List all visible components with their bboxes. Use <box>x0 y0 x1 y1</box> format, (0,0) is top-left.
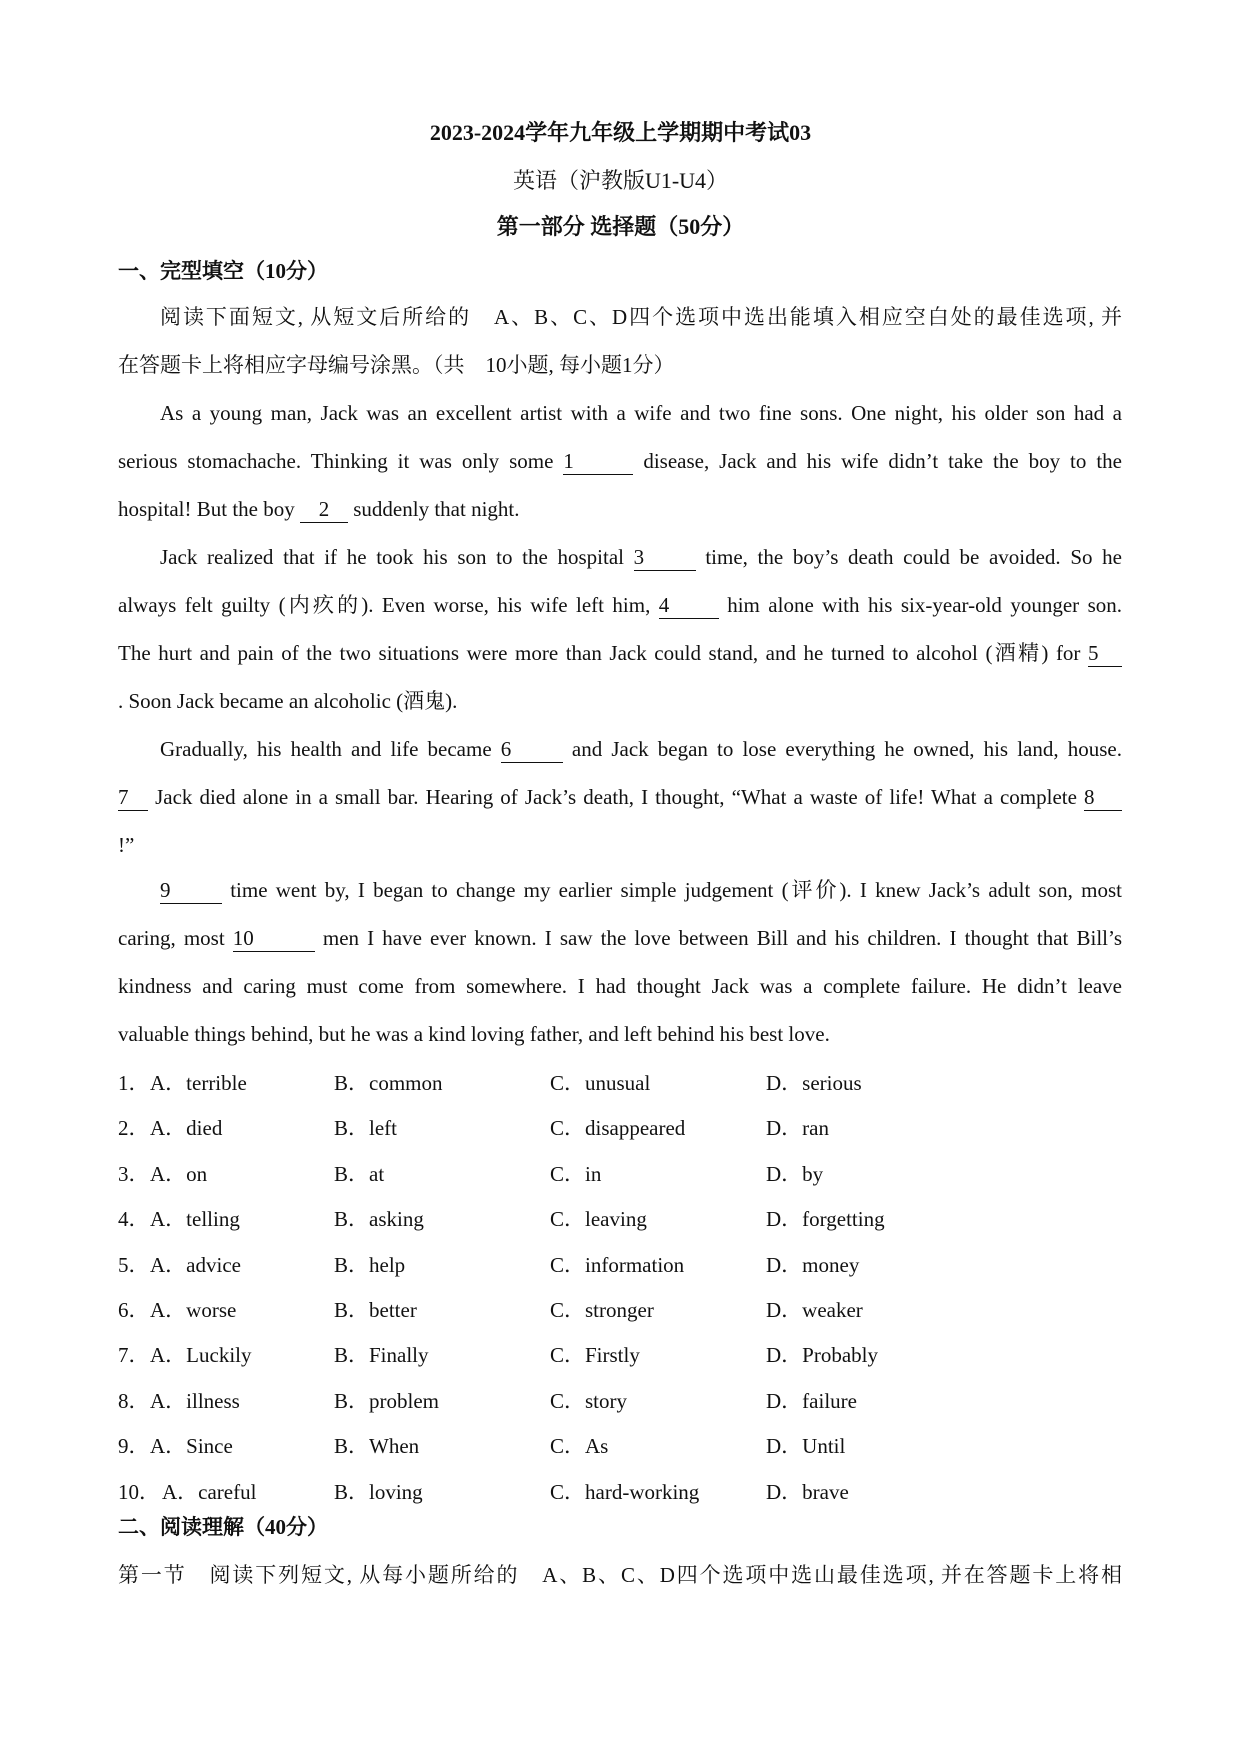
question-number: 4． <box>118 1207 150 1232</box>
option-d[interactable]: D．forgetting <box>766 1207 885 1232</box>
blank-10: 10 <box>233 925 315 952</box>
option-d[interactable]: D．brave <box>766 1479 849 1504</box>
section2-heading: 二、阅读理解（40分） <box>118 1515 328 1539</box>
option-c[interactable]: C．hard-working <box>550 1479 700 1504</box>
question-number: 3． <box>118 1161 150 1186</box>
question-number: 10． <box>118 1479 160 1504</box>
passage-text: men I have ever known. I saw the love between Bill and his children. I thought that Bill’s <box>314 926 1123 950</box>
passage-line <box>118 586 1122 634</box>
blank-2: 2 <box>300 496 348 523</box>
options-list <box>118 1065 1122 1519</box>
passage-line <box>118 730 1122 778</box>
option-a[interactable]: A．careful <box>162 1479 257 1504</box>
option-a[interactable]: A．advice <box>150 1252 241 1277</box>
option-c[interactable]: C．disappeared <box>550 1116 686 1141</box>
option-a[interactable]: A．terrible <box>150 1071 247 1095</box>
blank-8: 8 <box>1084 784 1122 811</box>
option-b[interactable]: B．When <box>334 1434 420 1459</box>
passage-line: valuable things behind, but he was a kind loving father, and left behind his best love. <box>118 1022 830 1046</box>
passage-text: The hurt and pain of the two situations were more than Jack could stand, and he turned to alcohol (酒精) for <box>118 641 1088 665</box>
passage-text: time, the boy’s death could be avoided. So he <box>695 545 1122 569</box>
option-b[interactable]: B．left <box>334 1116 397 1141</box>
option-d[interactable]: D．by <box>766 1161 824 1186</box>
passage-line <box>118 871 1122 919</box>
option-c[interactable]: C．leaving <box>550 1207 647 1232</box>
question-row <box>118 1065 1122 1110</box>
blank-1: 1 <box>563 448 633 475</box>
passage-text: serious stomachache. Thinking it was only some <box>118 449 564 473</box>
option-d[interactable]: D．Probably <box>766 1343 878 1368</box>
section1-heading: 一、完型填空（10分） <box>118 259 328 283</box>
question-row <box>118 1337 1122 1382</box>
question-row <box>118 1110 1122 1155</box>
option-a[interactable]: A．worse <box>150 1297 237 1322</box>
passage-text: Gradually, his health and life became <box>160 737 501 761</box>
passage-text: disease, Jack and his wife didn’t take the boy to the <box>633 449 1122 473</box>
passage-text: and Jack began to lose everything he owned, his land, house. <box>562 737 1122 761</box>
option-c[interactable]: C．story <box>550 1388 628 1413</box>
option-b[interactable]: B．at <box>334 1161 385 1186</box>
passage-text: always felt guilty (内疚的). Even worse, his wife left him, <box>118 593 659 617</box>
option-c[interactable]: C．unusual <box>550 1071 651 1095</box>
question-number: 9． <box>118 1434 150 1459</box>
passage-line: kindness and caring must come from somewhere. I had thought Jack was a complete failure. He didn’t leave <box>118 974 1122 998</box>
passage-line <box>118 490 1122 538</box>
passage-text: hospital! But the boy <box>118 497 300 521</box>
option-c[interactable]: C．As <box>550 1434 609 1459</box>
question-row <box>118 1156 1122 1201</box>
question-row <box>118 1201 1122 1246</box>
blank-6: 6 <box>501 736 563 763</box>
option-a[interactable]: A．telling <box>150 1207 240 1232</box>
option-d[interactable]: D．failure <box>766 1388 857 1413</box>
section2-instruction: 第一节 阅读下列短文, 从每小题所给的 A、B、C、D四个选项中选山最佳选项, 并在答题卡上将相 <box>118 1563 1122 1587</box>
option-c[interactable]: C．stronger <box>550 1297 654 1322</box>
question-number: 2． <box>118 1116 150 1141</box>
question-number: 8． <box>118 1388 150 1413</box>
question-number: 7． <box>118 1343 150 1368</box>
passage-line <box>118 634 1122 682</box>
option-b[interactable]: B．better <box>334 1297 417 1322</box>
blank-9: 9 <box>160 877 222 904</box>
title-block <box>0 122 1241 238</box>
passage-text: time went by, I began to change my earlier simple judgement (评价). I knew Jack’s adult son, most <box>222 878 1122 902</box>
blank-7: 7 <box>118 784 148 811</box>
option-c[interactable]: C．in <box>550 1161 602 1186</box>
passage-line: . Soon Jack became an alcoholic (酒鬼). <box>118 689 458 713</box>
subject-title: 英语（沪教版U1-U4） <box>512 168 729 193</box>
passage-text: him alone with his six-year-old younger son. <box>718 593 1123 617</box>
passage-text: caring, most <box>118 926 233 950</box>
option-c[interactable]: C．Firstly <box>550 1343 640 1368</box>
option-d[interactable]: D．weaker <box>766 1297 863 1322</box>
section1 <box>118 256 1122 1519</box>
question-number: 6． <box>118 1297 150 1322</box>
question-row <box>118 1383 1122 1428</box>
option-d[interactable]: D．money <box>766 1252 860 1277</box>
passage-text: Jack died alone in a small bar. Hearing of Jack’s death, I thought, “What a waste of life! What a complete <box>148 785 1084 809</box>
instruction-line-2: 在答题卡上将相应字母编号涂黑。（共 10小题, 每小题1分） <box>118 353 675 377</box>
option-a[interactable]: A．died <box>150 1116 223 1141</box>
option-a[interactable]: A．Since <box>150 1434 233 1459</box>
passage-line: As a young man, Jack was an excellent artist with a wife and two fine sons. One night, his older son had a <box>160 401 1122 425</box>
option-d[interactable]: D．serious <box>766 1071 862 1095</box>
passage-line <box>118 442 1122 490</box>
question-row <box>118 1247 1122 1292</box>
option-b[interactable]: B．help <box>334 1252 406 1277</box>
option-b[interactable]: B．problem <box>334 1388 439 1413</box>
instruction-line-1: 阅读下面短文, 从短文后所给的 A、B、C、D四个选项中选出能填入相应空白处的最佳选项, 并 <box>160 305 1122 329</box>
option-a[interactable]: A．Luckily <box>150 1343 252 1368</box>
part-title: 第一部分 选择题（50分） <box>496 214 745 239</box>
option-d[interactable]: D．Until <box>766 1434 846 1459</box>
option-a[interactable]: A．illness <box>150 1388 240 1413</box>
blank-5: 5 <box>1088 640 1122 667</box>
question-number: 1． <box>118 1071 150 1095</box>
option-d[interactable]: D．ran <box>766 1116 829 1141</box>
blank-4: 4 <box>659 592 719 619</box>
question-row <box>118 1428 1122 1473</box>
question-row <box>118 1292 1122 1337</box>
passage-text: suddenly that night. <box>348 497 520 521</box>
blank-3: 3 <box>634 544 696 571</box>
option-b[interactable]: B．common <box>334 1071 443 1095</box>
passage-text: Jack realized that if he took his son to the hospital <box>160 545 634 569</box>
passage-line <box>118 919 1122 967</box>
option-b[interactable]: B．Finally <box>334 1343 429 1368</box>
option-b[interactable]: B．asking <box>334 1207 424 1232</box>
exam-title: 2023-2024学年九年级上学期期中考试03 <box>429 120 812 145</box>
option-a[interactable]: A．on <box>150 1161 208 1186</box>
passage-line <box>118 538 1122 586</box>
passage-line <box>118 778 1122 826</box>
option-b[interactable]: B．loving <box>334 1479 423 1504</box>
option-c[interactable]: C．information <box>550 1252 685 1277</box>
passage-line: !” <box>118 833 135 857</box>
question-number: 5． <box>118 1252 150 1277</box>
